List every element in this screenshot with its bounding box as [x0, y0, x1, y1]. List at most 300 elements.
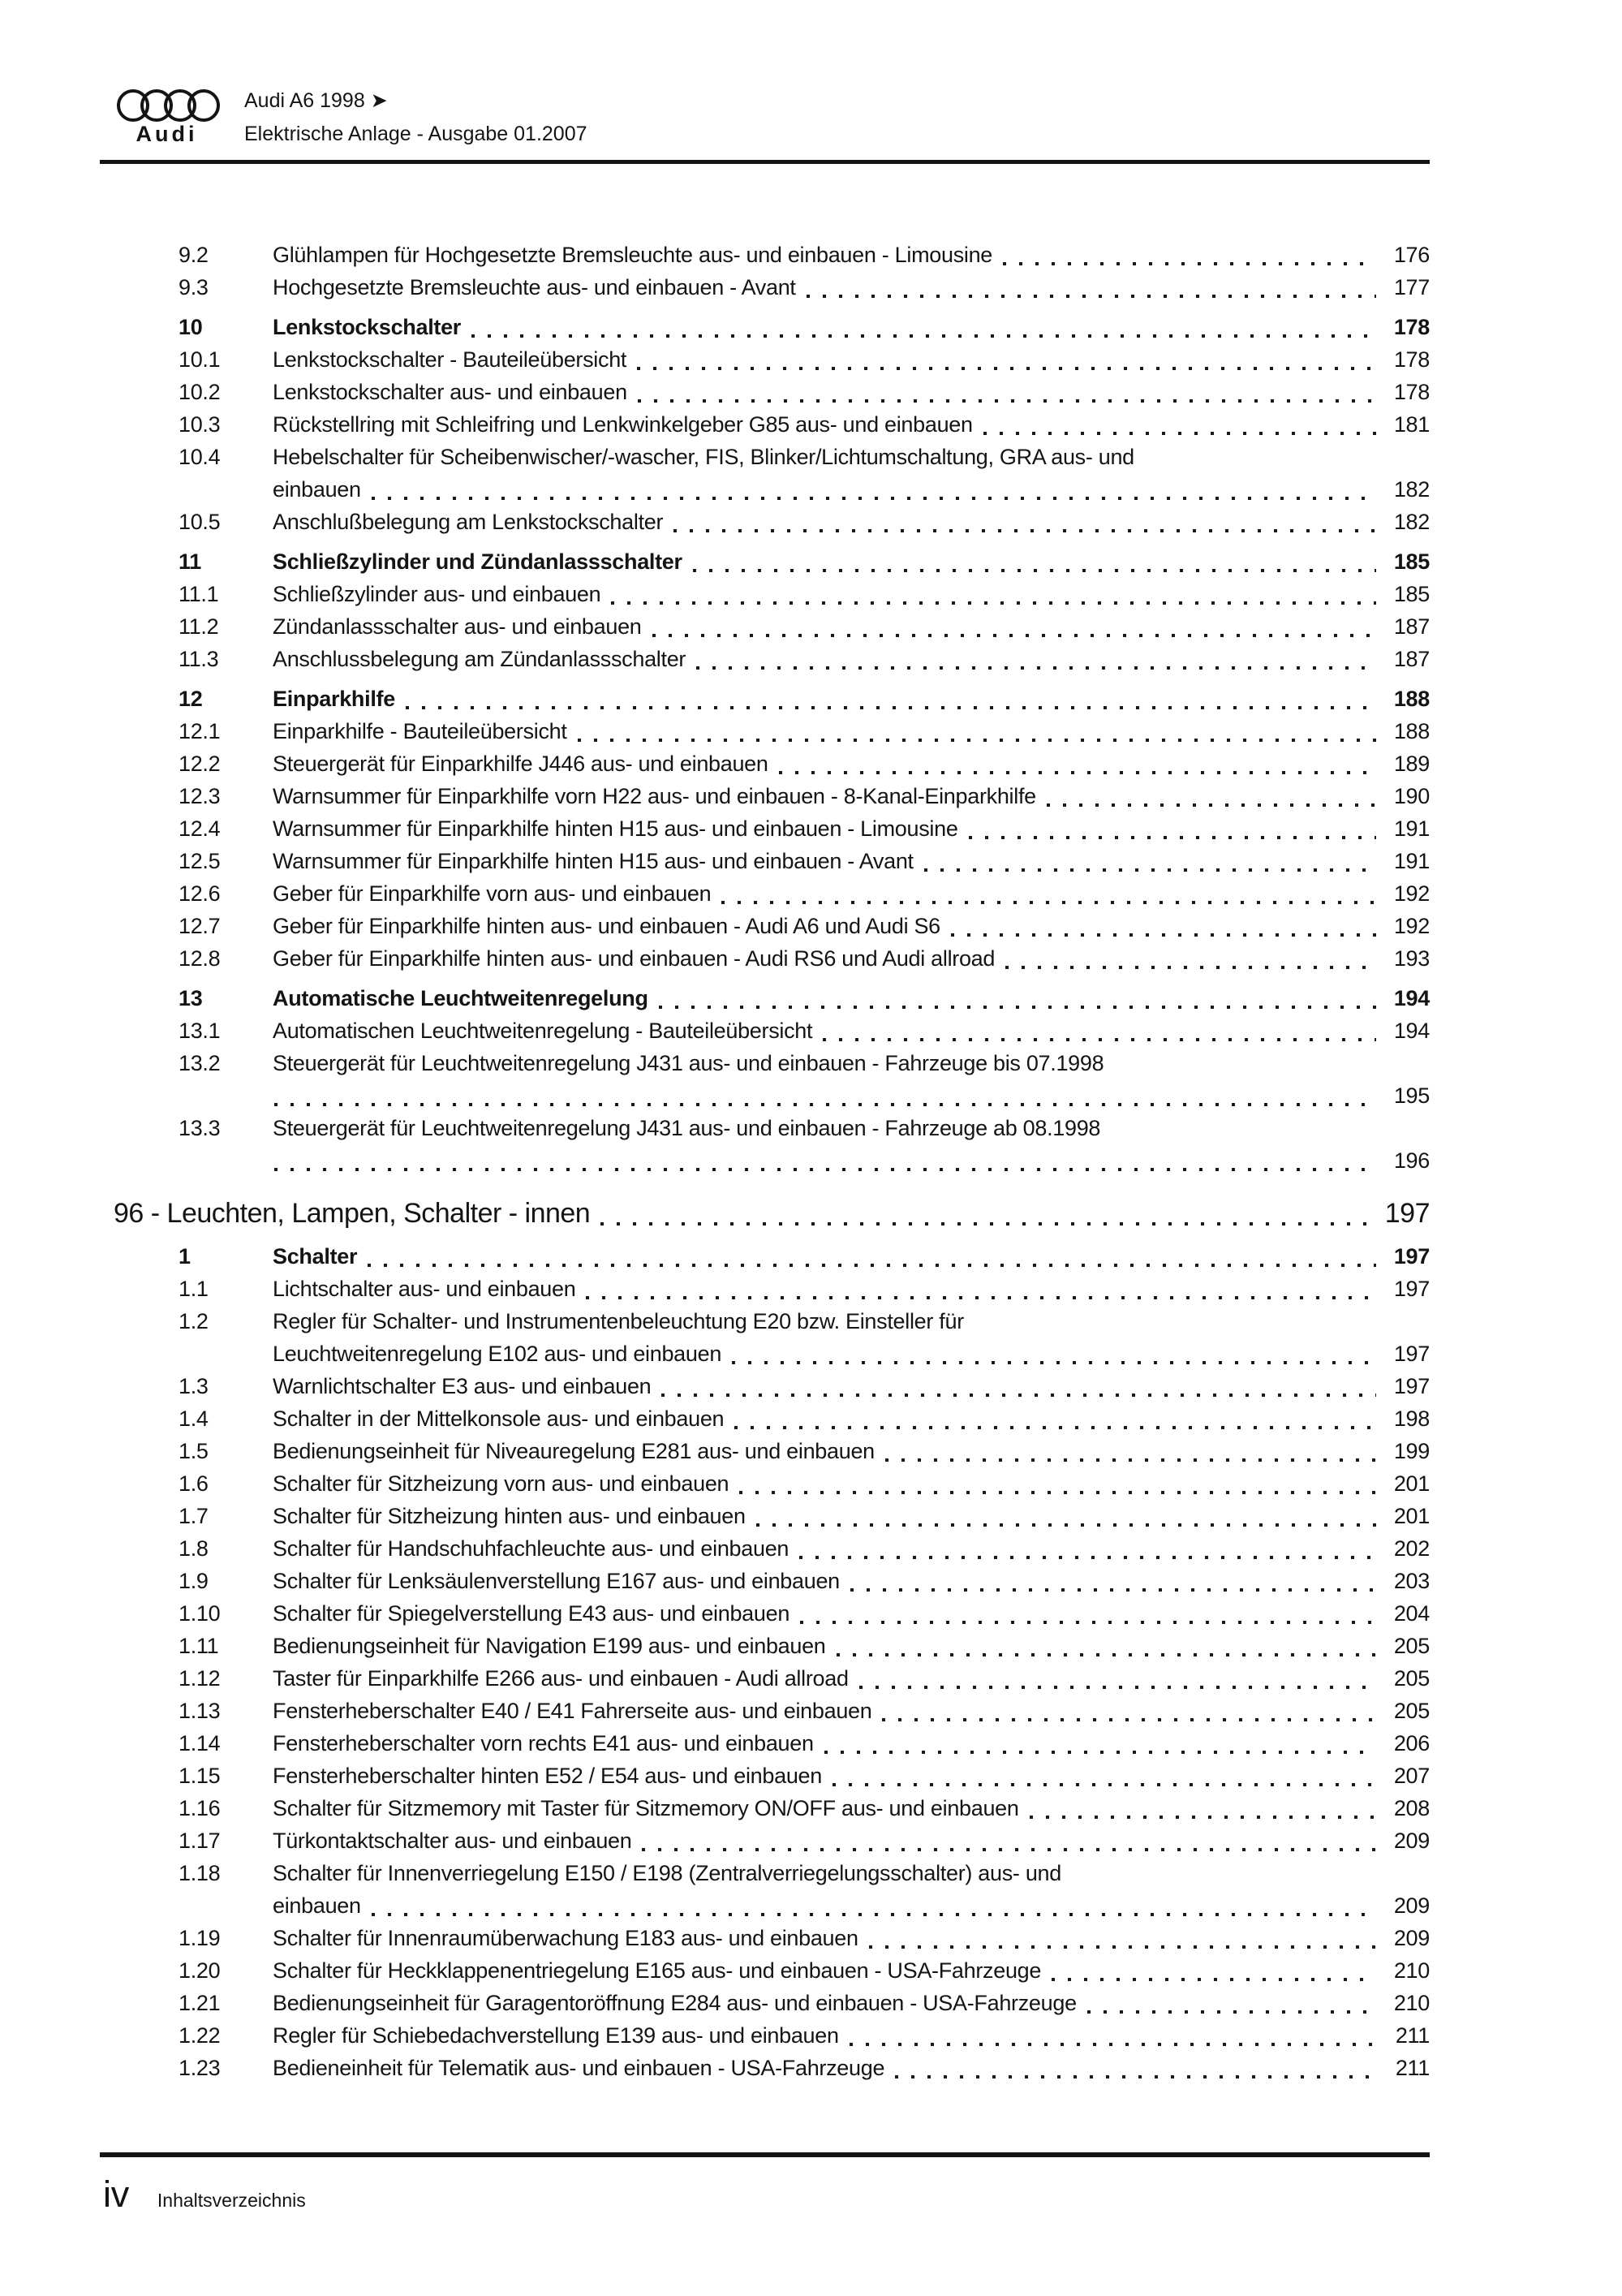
toc-entry-page: 178: [1393, 380, 1430, 404]
toc-row: [179, 1695, 1430, 1727]
toc-entry-title: Steuergerät für Einparkhilfe J446 aus- und einbauen: [273, 752, 768, 776]
toc-entry-content: [273, 877, 1430, 910]
toc-entry-content: [273, 1500, 1430, 1532]
toc-entry-page: 207: [1393, 1764, 1430, 1788]
toc-row: [179, 1760, 1430, 1792]
toc-row: [179, 1987, 1430, 2019]
dot-leader: [638, 399, 1376, 403]
toc-entry-number: 11.3: [179, 647, 219, 671]
toc-entry-page: 192: [1393, 881, 1430, 906]
toc-entry-content: [273, 1402, 1430, 1435]
toc-entry-number: 10.5: [179, 510, 221, 534]
toc-entry-title: Warnsummer für Einparkhilfe hinten H15 aus- und einbauen - Limousine: [273, 816, 958, 841]
toc-entry-number: 12.6: [179, 881, 221, 906]
toc-entry-number: 11.1: [179, 582, 219, 606]
audi-logo: [114, 89, 220, 145]
toc-entry-title: Lenkstockschalter - Bauteileübersicht: [273, 347, 627, 372]
toc-entry-content: [273, 271, 1430, 304]
toc-entry-number: 13: [179, 986, 203, 1010]
toc-entry-page: 205: [1393, 1699, 1430, 1723]
toc-entry-page: 187: [1393, 614, 1430, 639]
toc-row: [179, 715, 1430, 747]
toc-entry-title: Geber für Einparkhilfe vorn aus- und einbauen: [273, 881, 712, 906]
toc-entry-title: Rückstellring mit Schleifring und Lenkwinkelgeber G85 aus- und einbauen: [273, 412, 973, 437]
toc-entry-content: [273, 780, 1430, 812]
toc-entry-title: Schalter für Sitzmemory mit Taster für Sitzmemory ON/OFF aus- und einbauen: [273, 1796, 1019, 1820]
toc-entry-page: 188: [1393, 687, 1430, 711]
toc-entry-page: 181: [1393, 412, 1430, 437]
toc-row: [179, 1014, 1430, 1047]
toc-entry-page: 205: [1393, 1634, 1430, 1658]
toc-row: [179, 1305, 1430, 1370]
toc-entry-content: [273, 715, 1430, 747]
toc-row: [179, 845, 1430, 877]
toc-entry-number: 12.4: [179, 816, 221, 841]
toc-entry-page: 187: [1393, 647, 1430, 671]
toc-entry-page: 196: [1393, 1148, 1430, 1173]
toc-entry-content: [273, 1014, 1430, 1047]
dot-leader: [661, 1394, 1376, 1397]
dot-leader: [642, 1848, 1376, 1851]
toc-entry-content: [273, 578, 1430, 610]
toc-entry-title: Taster für Einparkhilfe E266 aus- und einbauen - Audi allroad: [273, 1666, 849, 1691]
dot-leader: [372, 497, 1376, 500]
toc-row: [179, 643, 1430, 675]
toc-entry-page: 199: [1393, 1439, 1430, 1463]
dot-leader: [869, 1945, 1376, 1949]
toc-entry-page: 191: [1393, 816, 1430, 841]
toc-row: [179, 1662, 1430, 1695]
dot-leader: [1003, 262, 1376, 265]
dot-leader: [799, 1556, 1376, 1559]
toc-entry-number: 10.3: [179, 412, 221, 437]
toc-row: [179, 812, 1430, 845]
dot-leader: [885, 1458, 1376, 1462]
toc-entry-number: 1.2: [179, 1309, 209, 1333]
toc-entry-page: 197: [1393, 1244, 1430, 1269]
toc-entry-content: [273, 1727, 1430, 1760]
toc-entry-content: [273, 610, 1430, 643]
dot-leader: [372, 1913, 1376, 1916]
toc-entry-title: Bedienungseinheit für Garagentoröffnung E284 aus- und einbauen - USA-Fahrzeuge: [273, 1991, 1077, 2015]
toc-entry-number: 10.4: [179, 445, 221, 469]
toc-row: [179, 343, 1430, 376]
toc-entry-number: 1.4: [179, 1406, 209, 1431]
toc-entry-content: [273, 1435, 1430, 1467]
toc-entry-content: [273, 1954, 1430, 1987]
toc-entry-page: 197: [1393, 1374, 1430, 1398]
toc-row: [179, 1435, 1430, 1467]
toc-entry-title: Anschlussbelegung am Zündanlassschalter: [273, 647, 686, 671]
audi-wordmark: Audi: [136, 122, 198, 146]
toc-row: [179, 610, 1430, 643]
dot-leader: [924, 868, 1376, 872]
dot-leader: [368, 1264, 1376, 1267]
toc-entry-page: 178: [1393, 315, 1430, 339]
table-of-contents: [114, 239, 1430, 2084]
toc-entry-number: 1.3: [179, 1374, 209, 1398]
toc-entry-content: [273, 1630, 1430, 1662]
toc-entry-number: 13.1: [179, 1019, 221, 1043]
footer-page-number: iv: [103, 2173, 129, 2215]
toc-entry-number: 10.1: [179, 347, 221, 372]
toc-row: [179, 1370, 1430, 1402]
dot-leader: [951, 933, 1376, 937]
toc-entry-number: 12.3: [179, 784, 221, 808]
toc-entry-content: [273, 376, 1430, 408]
toc-row: [179, 1597, 1430, 1630]
toc-row: [179, 311, 1430, 343]
toc-entry-content: [273, 1532, 1430, 1565]
header-model-line: Audi A6 1998 ➤: [244, 89, 388, 112]
toc-entry-number: 1.19: [179, 1926, 221, 1950]
toc-row: [179, 2052, 1430, 2084]
footer-label: Inhaltsverzeichnis: [157, 2190, 306, 2211]
dot-leader: [1052, 1978, 1376, 1981]
toc-row: [179, 1240, 1430, 1273]
toc-entry-page: 202: [1393, 1536, 1430, 1561]
dot-leader: [779, 771, 1376, 774]
toc-entry-title: Lichtschalter aus- und einbauen: [273, 1277, 576, 1301]
toc-row: [179, 441, 1430, 506]
toc-entry-title: Zündanlassschalter aus- und einbauen: [273, 614, 642, 639]
dot-leader: [732, 1361, 1376, 1364]
dot-leader: [659, 1006, 1376, 1009]
toc-row: [179, 747, 1430, 780]
toc-entry-page: 203: [1393, 1569, 1430, 1593]
dot-leader: [673, 529, 1376, 532]
dot-leader: [721, 901, 1376, 904]
toc-entry-page: 185: [1393, 582, 1430, 606]
header-text: [244, 84, 587, 151]
toc-row: [179, 408, 1430, 441]
toc-row: [179, 1922, 1430, 1954]
toc-entry-title: Steuergerät für Leuchtweitenregelung J431 aus- und einbauen - Fahrzeuge bis 07.1998: [273, 1051, 1104, 1075]
toc-entry-title: Automatische Leuchtweitenregelung: [273, 986, 648, 1010]
dot-leader: [837, 1653, 1376, 1656]
toc-entry-content: [273, 1857, 1430, 1922]
toc-row: [179, 239, 1430, 271]
toc-entry-title: Bedienungseinheit für Navigation E199 aus- und einbauen: [273, 1634, 826, 1658]
toc-row: [179, 376, 1430, 408]
toc-entry-title: Glühlampen für Hochgesetzte Bremsleuchte aus- und einbauen - Limousine: [273, 243, 993, 267]
toc-entry-content: [273, 982, 1430, 1014]
toc-entry-title: Warnsummer für Einparkhilfe hinten H15 aus- und einbauen - Avant: [273, 849, 914, 873]
toc-row: [179, 1047, 1430, 1112]
toc-entry-title: Schalter für Innenverriegelung E150 / E198 (Zentralverriegelungsschalter) aus- und: [273, 1861, 1061, 1885]
toc-entry-content: [273, 845, 1430, 877]
toc-entry-title: Fensterheberschalter hinten E52 / E54 aus- und einbauen: [273, 1764, 822, 1788]
dot-leader: [807, 295, 1376, 298]
toc-entry-number: 12.5: [179, 849, 221, 873]
toc-entry-number: 12.2: [179, 752, 221, 776]
toc-row: [179, 545, 1430, 578]
dot-leader: [696, 666, 1376, 670]
toc-entry-page: 193: [1393, 946, 1430, 971]
dot-leader: [637, 367, 1376, 370]
dot-leader: [1030, 1816, 1376, 1819]
toc-entry-page: 197: [1393, 1277, 1430, 1301]
toc-entry-title: Hochgesetzte Bremsleuchte aus- und einbauen - Avant: [273, 275, 796, 299]
toc-entry-content: [273, 812, 1430, 845]
toc-entry-page: 182: [1393, 510, 1430, 534]
toc-entry-title: Einparkhilfe - Bauteileübersicht: [273, 719, 567, 743]
toc-entry-content: [273, 408, 1430, 441]
dot-leader: [969, 836, 1376, 839]
toc-entry-number: 1.18: [179, 1861, 221, 1885]
toc-entry-number: 1.14: [179, 1731, 221, 1755]
dot-leader: [734, 1426, 1376, 1429]
toc-entry-number: 10.2: [179, 380, 221, 404]
toc-entry-number: 1.23: [179, 2056, 221, 2080]
toc-entry-content: [273, 1047, 1430, 1112]
toc-entry-page: 201: [1393, 1471, 1430, 1496]
toc-entry-title: Schalter für Spiegelverstellung E43 aus- und einbauen: [273, 1601, 790, 1626]
toc-entry-number: 12: [179, 687, 203, 711]
toc-entry-title: Anschlußbelegung am Lenkstockschalter: [273, 510, 664, 534]
toc-entry-content: [273, 747, 1430, 780]
dot-leader: [859, 1686, 1376, 1689]
dot-leader: [652, 634, 1376, 637]
toc-entry-content: [273, 643, 1430, 675]
toc-entry-number: 1.12: [179, 1666, 221, 1691]
toc-entry-content: [114, 1194, 1430, 1233]
toc-entry-number: 1: [179, 1244, 191, 1269]
toc-entry-page: 191: [1393, 849, 1430, 873]
toc-entry-content: [273, 239, 1430, 271]
toc-entry-content: [273, 311, 1430, 343]
toc-entry-content: [273, 1273, 1430, 1305]
toc-entry-content: [273, 1240, 1430, 1273]
toc-entry-page: 210: [1393, 1958, 1430, 1983]
toc-entry-title: Schalter in der Mittelkonsole aus- und einbauen: [273, 1406, 725, 1431]
toc-entry-continuation: [273, 473, 1430, 506]
toc-entry-content: [273, 2052, 1430, 2084]
toc-entry-number: 11.2: [179, 614, 219, 639]
toc-entry-number: 1.5: [179, 1439, 209, 1463]
toc-entry-title: Geber für Einparkhilfe hinten aus- und einbauen - Audi A6 und Audi S6: [273, 914, 940, 938]
dot-leader: [824, 1751, 1376, 1754]
toc-entry-continuation: [273, 1889, 1430, 1922]
toc-row: [179, 1273, 1430, 1305]
toc-entry-content: [273, 506, 1430, 538]
dot-leader: [600, 1222, 1376, 1226]
toc-entry-number: 1.16: [179, 1796, 221, 1820]
toc-entry-page: 198: [1393, 1406, 1430, 1431]
dot-leader: [739, 1491, 1376, 1494]
toc-entry-title: Bedieneinheit für Telematik aus- und einbauen - USA-Fahrzeuge: [273, 2056, 885, 2080]
toc-entry-number: 10: [179, 315, 203, 339]
toc-row: [179, 271, 1430, 304]
toc-entry-title: Hebelschalter für Scheibenwischer/-wascher, FIS, Blinker/Lichtumschaltung, GRA aus- und: [273, 445, 1134, 469]
toc-entry-number: 1.22: [179, 2023, 221, 2048]
toc-entry-title: Steuergerät für Leuchtweitenregelung J431 aus- und einbauen - Fahrzeuge ab 08.1998: [273, 1116, 1101, 1140]
dot-leader: [471, 334, 1376, 338]
toc-row: [179, 1824, 1430, 1857]
dot-leader: [833, 1783, 1376, 1786]
toc-entry-number: 1.21: [179, 1991, 221, 2015]
toc-row: [179, 877, 1430, 910]
toc-row: [179, 1467, 1430, 1500]
toc-entry-title: Warnlichtschalter E3 aus- und einbauen: [273, 1374, 652, 1398]
toc-entry-page: 204: [1393, 1601, 1430, 1626]
toc-entry-page: 177: [1393, 275, 1430, 299]
toc-entry-page: 176: [1393, 243, 1430, 267]
toc-entry-content: [273, 1467, 1430, 1500]
toc-entry-title: Schalter für Lenksäulenverstellung E167 aus- und einbauen: [273, 1569, 840, 1593]
toc-row: [179, 1857, 1430, 1922]
dot-leader: [1005, 966, 1376, 969]
toc-entry-page: 178: [1393, 347, 1430, 372]
toc-entry-continuation: [273, 1338, 1430, 1370]
toc-entry-page: 210: [1393, 1991, 1430, 2015]
toc-row: [179, 942, 1430, 975]
toc-entry-number: 1.6: [179, 1471, 209, 1496]
dot-leader: [850, 2043, 1376, 2046]
toc-entry-title: Automatischen Leuchtweitenregelung - Bauteileübersicht: [273, 1019, 813, 1043]
toc-entry-number: 1.13: [179, 1699, 221, 1723]
toc-row: [179, 1500, 1430, 1532]
toc-entry-number: 13.2: [179, 1051, 221, 1075]
audi-rings-icon: [117, 89, 220, 122]
toc-entry-title: Schalter für Handschuhfachleuchte aus- und einbauen: [273, 1536, 789, 1561]
toc-entry-title: Fensterheberschalter E40 / E41 Fahrerseite aus- und einbauen: [273, 1699, 872, 1723]
toc-entry-number: 1.8: [179, 1536, 209, 1561]
page-header: [114, 89, 587, 151]
toc-entry-page: 195: [1393, 1083, 1430, 1108]
toc-entry-number: 12.1: [179, 719, 221, 743]
toc-entry-title: Lenkstockschalter aus- und einbauen: [273, 380, 627, 404]
toc-entry-title: Schalter für Sitzheizung hinten aus- und einbauen: [273, 1504, 746, 1528]
toc-entry-page: 211: [1395, 2023, 1430, 2048]
toc-entry-page: 192: [1393, 914, 1430, 938]
header-doc-line: Elektrische Anlage - Ausgabe 01.2007: [244, 123, 587, 145]
toc-entry-page: 197: [1384, 1198, 1430, 1229]
dot-leader: [823, 1038, 1376, 1041]
toc-entry-page: 185: [1393, 549, 1430, 574]
toc-entry-number: 11: [179, 549, 201, 574]
toc-entry-continuation: [273, 1079, 1430, 1112]
toc-entry-page: 194: [1393, 986, 1430, 1010]
toc-entry-title: Bedienungseinheit für Niveauregelung E281 aus- und einbauen: [273, 1439, 875, 1463]
toc-entry-title: Türkontaktschalter aus- und einbauen: [273, 1829, 632, 1853]
dot-leader: [756, 1523, 1376, 1527]
dot-leader: [800, 1621, 1376, 1624]
toc-row: [179, 1112, 1430, 1177]
toc-entry-content: [273, 1987, 1430, 2019]
toc-row: [179, 780, 1430, 812]
dot-leader: [895, 2075, 1376, 2078]
toc-entry-number: 1.20: [179, 1958, 221, 1983]
toc-entry-number: 13.3: [179, 1116, 221, 1140]
footer-rule: [100, 2152, 1430, 2157]
toc-entry-number: 1.9: [179, 1569, 209, 1593]
toc-entry-page: 208: [1393, 1796, 1430, 1820]
toc-entry-content: [273, 1305, 1430, 1370]
toc-entry-content: [273, 1565, 1430, 1597]
toc-entry-content: [273, 1760, 1430, 1792]
toc-entry-content: [273, 1597, 1430, 1630]
toc-entry-title: Fensterheberschalter vorn rechts E41 aus- und einbauen: [273, 1731, 814, 1755]
toc-entry-title: Einparkhilfe: [273, 687, 395, 711]
dot-leader: [274, 1103, 1376, 1106]
dot-leader: [611, 601, 1376, 605]
toc-entry-content: [273, 910, 1430, 942]
toc-entry-page: 209: [1393, 1926, 1430, 1950]
toc-entry-content: [273, 1370, 1430, 1402]
toc-entry-content: [273, 1112, 1430, 1177]
toc-entry-number: 12.8: [179, 946, 221, 971]
toc-entry-title: Schließzylinder und Zündanlassschalter: [273, 549, 682, 574]
toc-entry-content: [273, 343, 1430, 376]
toc-entry-page: 197: [1393, 1342, 1430, 1366]
dot-leader: [1087, 2010, 1376, 2014]
toc-entry-number: 1.15: [179, 1764, 221, 1788]
toc-entry-page: 209: [1393, 1893, 1430, 1918]
toc-entry-title-continued: Leuchtweitenregelung E102 aus- und einbauen: [273, 1342, 722, 1366]
toc-row: [179, 982, 1430, 1014]
toc-entry-number: 1.7: [179, 1504, 209, 1528]
toc-entry-page: 209: [1393, 1829, 1430, 1853]
toc-entry-number: 9.3: [179, 275, 209, 299]
toc-entry-content: [273, 1792, 1430, 1824]
toc-entry-number: 1.1: [179, 1277, 209, 1301]
toc-entry-title: Schalter für Heckklappenentriegelung E165 aus- und einbauen - USA-Fahrzeuge: [273, 1958, 1042, 1983]
toc-entry-title: Schalter für Sitzheizung vorn aus- und einbauen: [273, 1471, 729, 1496]
toc-entry-page: 206: [1393, 1731, 1430, 1755]
dot-leader: [693, 569, 1376, 572]
toc-entry-content: [273, 441, 1430, 506]
toc-entry-page: 190: [1393, 784, 1430, 808]
toc-entry-title: Lenkstockschalter: [273, 315, 462, 339]
toc-row: [179, 1630, 1430, 1662]
dot-leader: [1047, 803, 1376, 807]
toc-row: [179, 683, 1430, 715]
toc-entry-content: [273, 1695, 1430, 1727]
dot-leader: [983, 432, 1376, 435]
toc-entry-number: 12.7: [179, 914, 221, 938]
toc-entry-page: 194: [1393, 1019, 1430, 1043]
toc-entry-title-continued: einbauen: [273, 477, 361, 502]
toc-row: [179, 1402, 1430, 1435]
audi-ring-icon: [187, 89, 220, 122]
toc-entry-number: 1.17: [179, 1829, 221, 1853]
toc-entry-page: 189: [1393, 752, 1430, 776]
toc-entry-number: 1.10: [179, 1601, 221, 1626]
toc-entry-page: 182: [1393, 477, 1430, 502]
toc-row: [179, 506, 1430, 538]
toc-entry-content: [273, 1824, 1430, 1857]
toc-entry-content: [273, 683, 1430, 715]
toc-entry-page: 188: [1393, 719, 1430, 743]
toc-entry-page: 201: [1393, 1504, 1430, 1528]
toc-row: [179, 1565, 1430, 1597]
page-footer: [103, 2173, 306, 2216]
toc-chapter-row: [114, 1194, 1430, 1233]
dot-leader: [586, 1296, 1376, 1299]
toc-entry-title: Schalter für Innenraumüberwachung E183 aus- und einbauen: [273, 1926, 858, 1950]
toc-entry-title: Schließzylinder aus- und einbauen: [273, 582, 601, 606]
toc-entry-title: 96 - Leuchten, Lampen, Schalter - innen: [114, 1198, 591, 1229]
toc-entry-title: Warnsummer für Einparkhilfe vorn H22 aus- und einbauen - 8-Kanal-Einparkhilfe: [273, 784, 1036, 808]
toc-row: [179, 578, 1430, 610]
dot-leader: [882, 1718, 1376, 1721]
dot-leader: [406, 706, 1376, 709]
toc-entry-content: [273, 545, 1430, 578]
header-rule: [100, 160, 1430, 164]
toc-entry-title: Regler für Schalter- und Instrumentenbeleuchtung E20 bzw. Einsteller für: [273, 1309, 964, 1333]
toc-row: [179, 1792, 1430, 1824]
